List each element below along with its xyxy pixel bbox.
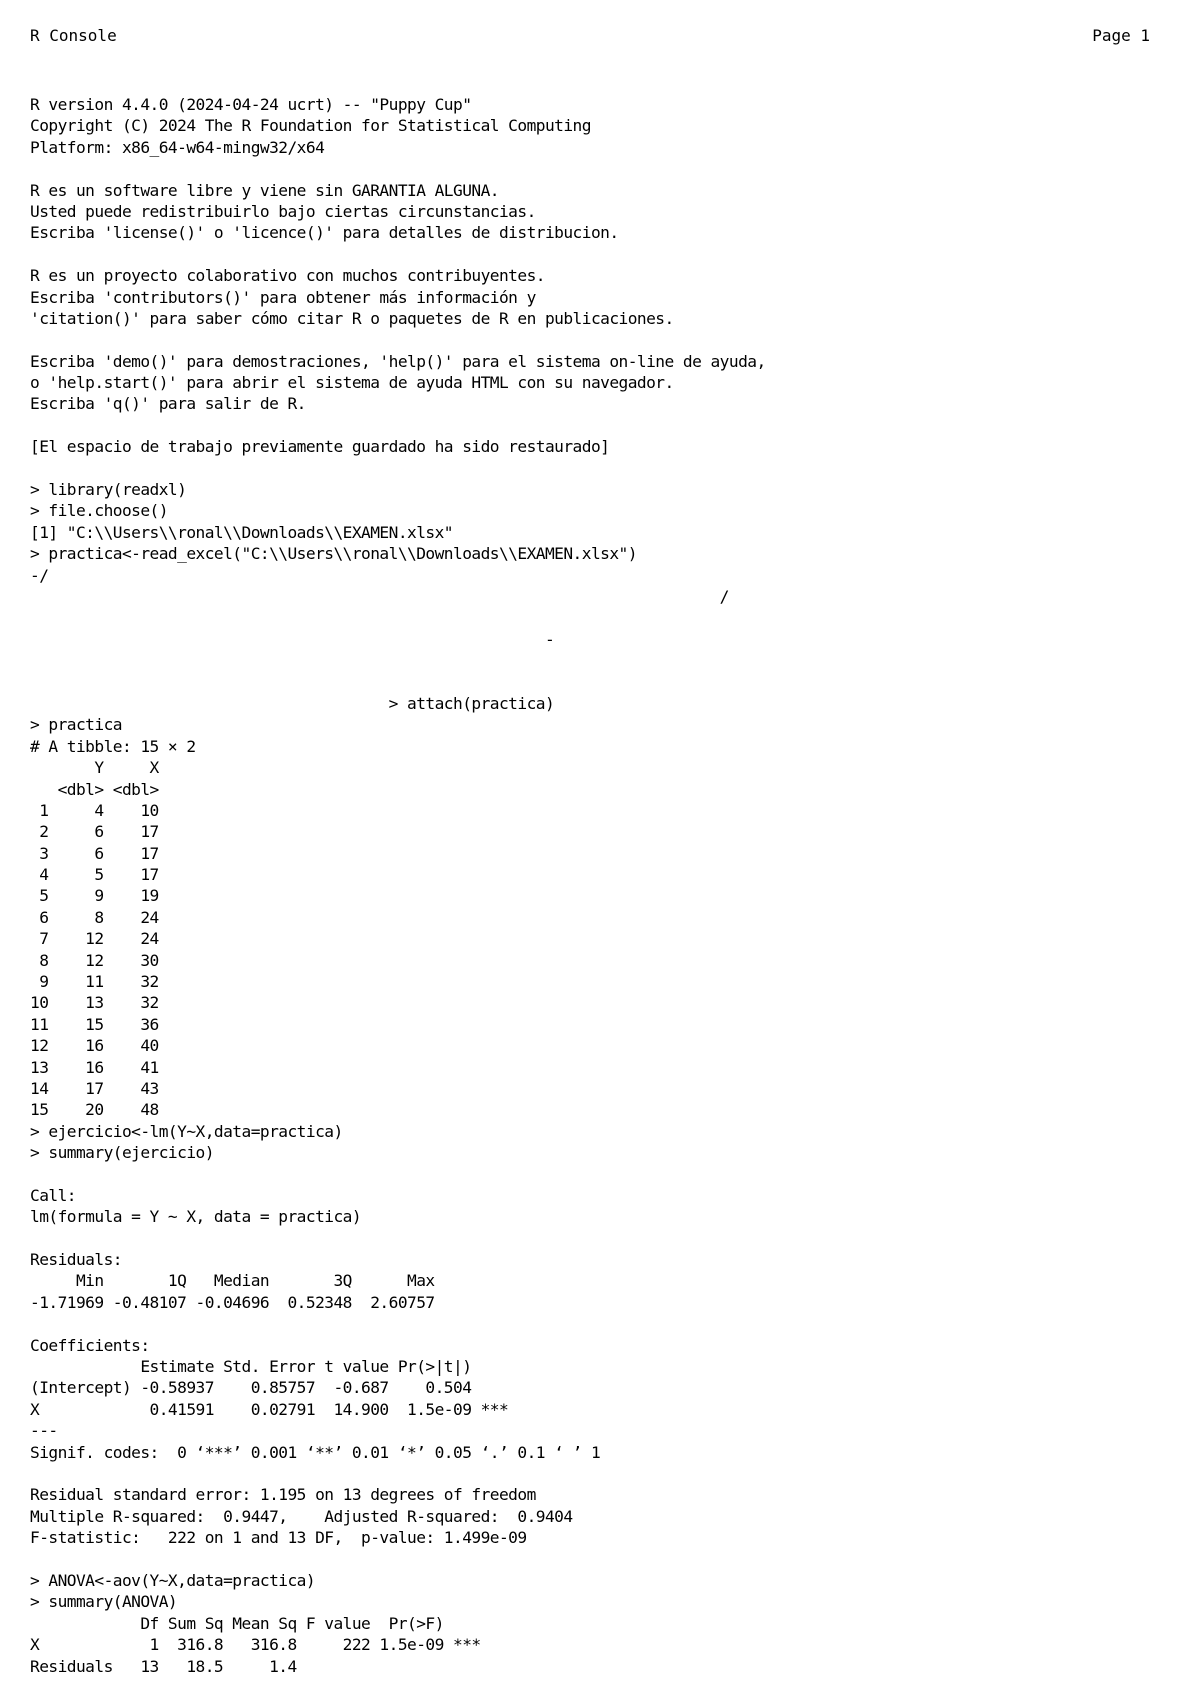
console-line: Residual standard error: 1.195 on 13 degrees of freedom: [30, 1485, 536, 1505]
console-line: 3 6 17: [30, 843, 159, 863]
page-number: Page 1: [1092, 26, 1150, 45]
console-line: [1] "C:\\Users\\ronal\\Downloads\\EXAMEN.xlsx": [30, 522, 454, 542]
console-line: [30, 1228, 1160, 1249]
console-line: 13 16 41: [30, 1057, 159, 1077]
console-line: Residuals 13 18.5 1.4: [30, 1656, 297, 1676]
console-line: [30, 158, 1160, 179]
console-output: [30, 94, 1160, 1677]
console-line: 5 9 19: [30, 886, 159, 906]
console-line: Escriba 'q()' para salir de R.: [30, 394, 306, 414]
console-line: Multiple R-squared: 0.9447, Adjusted R-squared: 0.9404: [30, 1506, 573, 1526]
console-line: Platform: x86_64-w64-mingw32/x64: [30, 137, 325, 157]
console-line: -: [30, 629, 555, 649]
console-line: Coefficients:: [30, 1335, 150, 1355]
console-line: X 1 316.8 316.8 222 1.5e-09 ***: [30, 1635, 481, 1655]
console-line: Estimate Std. Error t value Pr(>|t|): [30, 1357, 472, 1377]
console-line: R es un proyecto colaborativo con muchos contribuyentes.: [30, 266, 545, 286]
console-line: 14 17 43: [30, 1078, 159, 1098]
console-line: Y X: [30, 758, 159, 778]
console-line: 4 5 17: [30, 865, 159, 885]
console-line: -1.71969 -0.48107 -0.04696 0.52348 2.60757: [30, 1292, 435, 1312]
console-line: # A tibble: 15 × 2: [30, 736, 196, 756]
console-line: [El espacio de trabajo previamente guardado ha sido restaurado]: [30, 437, 610, 457]
console-line: 8 12 30: [30, 950, 159, 970]
console-line: [30, 1463, 1160, 1484]
console-title: R Console: [30, 26, 117, 45]
console-line: Df Sum Sq Mean Sq F value Pr(>F): [30, 1613, 444, 1633]
console-line: Usted puede redistribuirlo bajo ciertas circunstancias.: [30, 201, 536, 221]
console-line: 7 12 24: [30, 929, 159, 949]
console-line: [30, 1164, 1160, 1185]
console-line: F-statistic: 222 on 1 and 13 DF, p-value: 1.499e-09: [30, 1528, 527, 1548]
console-line: Call:: [30, 1185, 76, 1205]
console-line: [30, 1313, 1160, 1334]
console-line: > library(readxl): [30, 480, 187, 500]
console-line: [30, 650, 1160, 671]
console-line: o 'help.start()' para abrir el sistema de ayuda HTML con su navegador.: [30, 373, 674, 393]
console-line: 'citation()' para saber cómo citar R o paquetes de R en publicaciones.: [30, 308, 674, 328]
console-line: Escriba 'contributors()' para obtener más información y: [30, 287, 536, 307]
console-line: 11 15 36: [30, 1014, 159, 1034]
console-line: > ejercicio<-lm(Y~X,data=practica): [30, 1121, 343, 1141]
console-line: <dbl> <dbl>: [30, 779, 159, 799]
console-line: > summary(ejercicio): [30, 1143, 214, 1163]
console-line: > practica: [30, 715, 122, 735]
console-line: 12 16 40: [30, 1036, 159, 1056]
console-line: Escriba 'license()' o 'licence()' para detalles de distribucion.: [30, 223, 619, 243]
console-line: 1 4 10: [30, 800, 159, 820]
page-header: [30, 26, 1150, 48]
console-line: > file.choose(): [30, 501, 168, 521]
console-line: > attach(practica): [30, 693, 555, 713]
console-line: ---: [30, 1421, 58, 1441]
console-line: 6 8 24: [30, 907, 159, 927]
console-line: [30, 1549, 1160, 1570]
console-line: /: [30, 586, 729, 606]
console-line: [30, 672, 1160, 693]
console-line: Copyright (C) 2024 The R Foundation for Statistical Computing: [30, 116, 591, 136]
console-line: > practica<-read_excel("C:\\Users\\ronal\\Downloads\\EXAMEN.xlsx"): [30, 544, 637, 564]
console-line: [30, 415, 1160, 436]
console-line: 15 20 48: [30, 1100, 159, 1120]
console-line: Escriba 'demo()' para demostraciones, 'help()' para el sistema on-line de ayuda,: [30, 351, 766, 371]
console-line: Min 1Q Median 3Q Max: [30, 1271, 435, 1291]
console-line: (Intercept) -0.58937 0.85757 -0.687 0.504: [30, 1378, 472, 1398]
console-line: [30, 607, 1160, 628]
console-line: 9 11 32: [30, 972, 159, 992]
console-line: R es un software libre y viene sin GARANTIA ALGUNA.: [30, 180, 499, 200]
console-line: [30, 458, 1160, 479]
console-line: X 0.41591 0.02791 14.900 1.5e-09 ***: [30, 1399, 509, 1419]
console-line: R version 4.4.0 (2024-04-24 ucrt) -- "Puppy Cup": [30, 95, 472, 114]
console-line: [30, 329, 1160, 350]
console-line: > summary(ANOVA): [30, 1592, 178, 1612]
console-line: Signif. codes: 0 ‘***’ 0.001 ‘**’ 0.01 ‘*’ 0.05 ‘.’ 0.1 ‘ ’ 1: [30, 1442, 601, 1462]
console-line: lm(formula = Y ~ X, data = practica): [30, 1207, 362, 1227]
console-line: > ANOVA<-aov(Y~X,data=practica): [30, 1570, 316, 1590]
console-line: 10 13 32: [30, 993, 159, 1013]
console-line: 2 6 17: [30, 822, 159, 842]
console-line: -/: [30, 565, 49, 585]
console-line: Residuals:: [30, 1250, 122, 1270]
console-line: [30, 244, 1160, 265]
